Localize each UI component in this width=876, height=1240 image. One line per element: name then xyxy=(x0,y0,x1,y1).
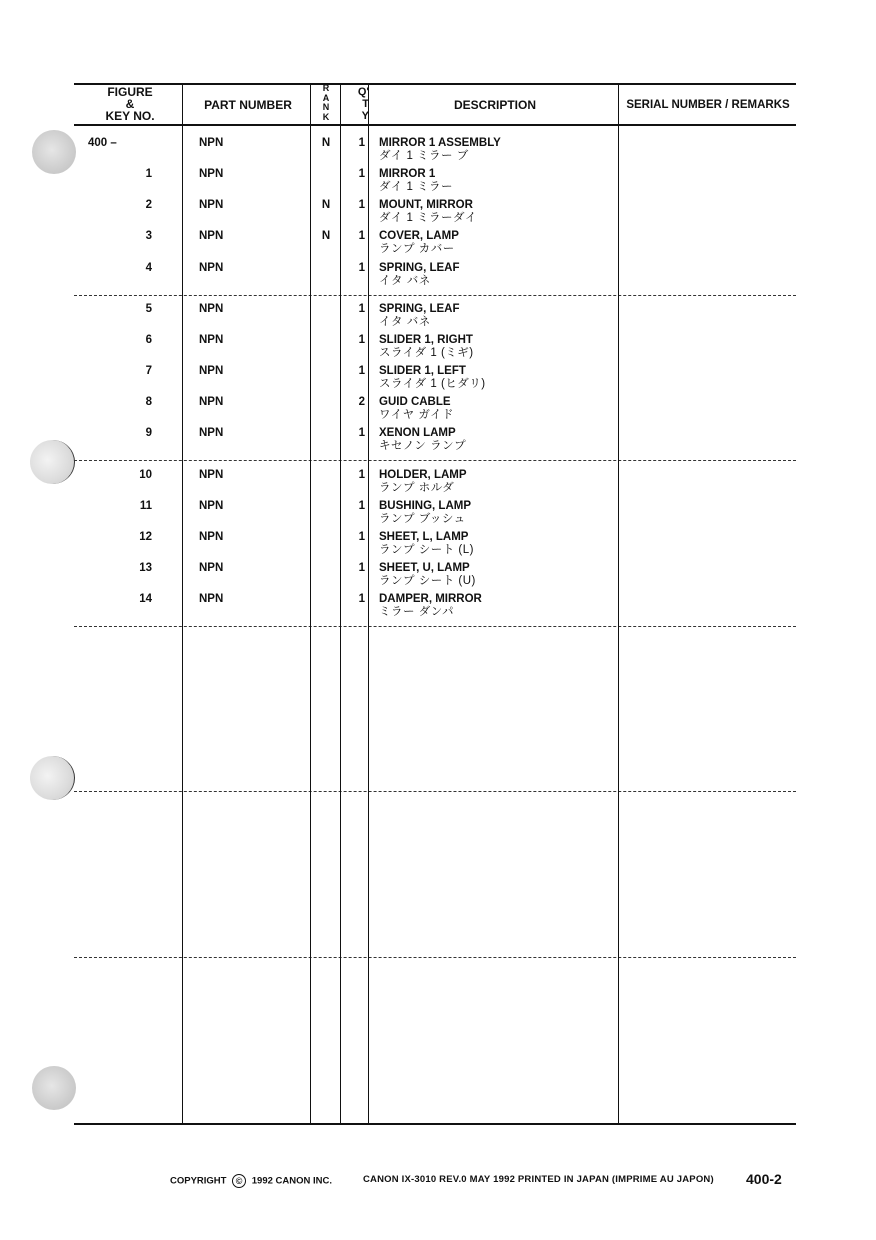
description-jp: スライダ 1 (ヒダリ) xyxy=(379,378,486,390)
description-jp: ランプ カバー xyxy=(379,243,455,255)
table-row xyxy=(0,427,876,455)
description-en: HOLDER, LAMP xyxy=(379,469,467,481)
key-number: 10 xyxy=(139,469,152,481)
punch-hole-3 xyxy=(30,756,75,800)
qty-value: 1 xyxy=(358,199,365,211)
description-jp: イタ バネ xyxy=(379,316,431,328)
header-part-number: PART NUMBER xyxy=(204,98,292,112)
part-number: NPN xyxy=(199,500,224,512)
qty-value: 1 xyxy=(358,137,365,149)
description-en: SHEET, L, LAMP xyxy=(379,531,469,543)
qty-value: 1 xyxy=(358,500,365,512)
description-jp: イタ バネ xyxy=(379,275,431,287)
header-figure-line: KEY NO. xyxy=(105,109,155,123)
part-number: NPN xyxy=(199,262,224,274)
print-info: CANON IX-3010 REV.0 MAY 1992 PRINTED IN JAPAN (IMPRIME AU JAPON) xyxy=(363,1174,714,1185)
description-en: SPRING, LEAF xyxy=(379,262,460,274)
header-figure-key xyxy=(80,86,180,122)
description-en: XENON LAMP xyxy=(379,427,456,439)
qty-value: 1 xyxy=(358,230,365,242)
key-number: 14 xyxy=(139,593,152,605)
description-jp: ミラー ダンパ xyxy=(379,606,455,618)
key-number: 2 xyxy=(145,199,152,211)
key-number: 3 xyxy=(145,230,152,242)
header-qty-letter: T xyxy=(362,98,369,110)
part-number: NPN xyxy=(199,199,224,211)
punch-hole-4 xyxy=(32,1066,76,1110)
key-number: 400 – xyxy=(88,137,117,149)
qty-value: 1 xyxy=(358,262,365,274)
part-number: NPN xyxy=(199,334,224,346)
description xyxy=(379,500,615,526)
description-en: COVER, LAMP xyxy=(379,230,459,242)
key-number: 4 xyxy=(145,262,152,274)
key-number: 9 xyxy=(145,427,152,439)
table-row xyxy=(0,230,876,258)
description-jp: ダイ 1 ミラー ブ xyxy=(379,150,469,162)
table-row xyxy=(0,500,876,528)
qty-value: 1 xyxy=(358,469,365,481)
header-rank-letter: K xyxy=(322,111,330,122)
part-number: NPN xyxy=(199,365,224,377)
header-rank-letter: A xyxy=(322,92,330,103)
part-number: NPN xyxy=(199,469,224,481)
description xyxy=(379,303,615,329)
key-number: 7 xyxy=(145,365,152,377)
part-number: NPN xyxy=(199,593,224,605)
rank-value: N xyxy=(321,199,331,211)
table-row xyxy=(0,199,876,227)
part-number: NPN xyxy=(199,562,224,574)
table-row xyxy=(0,562,876,590)
description-en: SLIDER 1, RIGHT xyxy=(379,334,473,346)
key-number: 1 xyxy=(145,168,152,180)
table-row xyxy=(0,262,876,290)
copyright-notice xyxy=(170,1174,332,1188)
qty-value: 1 xyxy=(358,562,365,574)
rank-value: N xyxy=(321,137,331,149)
key-number: 13 xyxy=(139,562,152,574)
table-row xyxy=(0,396,876,424)
header-figure-line: FIGURE xyxy=(107,85,153,99)
rank-value: N xyxy=(321,230,331,242)
header-rank-letter: N xyxy=(322,102,330,112)
qty-value: 2 xyxy=(358,396,365,408)
description-jp: ダイ 1 ミラーダイ xyxy=(379,212,477,224)
key-number: 11 xyxy=(139,500,152,512)
part-number: NPN xyxy=(199,230,224,242)
part-number: NPN xyxy=(199,168,224,180)
description xyxy=(379,334,615,360)
description xyxy=(379,593,615,619)
qty-value: 1 xyxy=(358,365,365,377)
table-row xyxy=(0,303,876,331)
description-en: DAMPER, MIRROR xyxy=(379,593,482,605)
table-row xyxy=(0,168,876,196)
copyright-prefix: COPYRIGHT xyxy=(170,1175,227,1187)
header-rank-letter: R xyxy=(322,83,330,93)
table-row xyxy=(0,365,876,393)
part-number: NPN xyxy=(199,396,224,408)
description-jp: ランプ ブッシュ xyxy=(379,513,466,525)
description-en: SLIDER 1, LEFT xyxy=(379,365,466,377)
table-row xyxy=(0,137,876,165)
copyright-suffix: 1992 CANON INC. xyxy=(251,1175,333,1187)
description xyxy=(379,562,615,588)
description xyxy=(379,427,615,453)
description-jp: ダイ 1 ミラー xyxy=(379,181,454,193)
description xyxy=(379,365,615,391)
description-en: BUSHING, LAMP xyxy=(379,500,471,512)
description-jp: ランプ ホルダ xyxy=(379,482,455,494)
key-number: 8 xyxy=(145,396,152,408)
description xyxy=(379,262,615,288)
copyright-icon: © xyxy=(232,1174,246,1188)
part-number: NPN xyxy=(199,427,224,439)
description-en: GUID CABLE xyxy=(379,396,451,408)
qty-value: 1 xyxy=(358,531,365,543)
description-en: MIRROR 1 xyxy=(379,168,436,180)
header-qty-letter: Y xyxy=(361,110,369,122)
page-number: 400-2 xyxy=(746,1171,782,1187)
part-number: NPN xyxy=(199,303,224,315)
qty-value: 1 xyxy=(358,334,365,346)
description xyxy=(379,168,615,194)
description-jp: キセノン ランプ xyxy=(379,440,467,452)
qty-value: 1 xyxy=(358,593,365,605)
key-number: 5 xyxy=(145,303,152,315)
description-en: SPRING, LEAF xyxy=(379,303,460,315)
description xyxy=(379,531,615,557)
table-row xyxy=(0,469,876,497)
description xyxy=(379,199,615,225)
description-en: MIRROR 1 ASSEMBLY xyxy=(379,137,501,149)
table-row xyxy=(0,531,876,559)
qty-value: 1 xyxy=(358,168,365,180)
description xyxy=(379,137,615,163)
header-remarks: SERIAL NUMBER / REMARKS xyxy=(626,99,790,111)
description-en: SHEET, U, LAMP xyxy=(379,562,470,574)
qty-value: 1 xyxy=(358,427,365,439)
description-en: MOUNT, MIRROR xyxy=(379,199,473,211)
header-qty xyxy=(341,86,369,122)
description xyxy=(379,469,615,495)
description-jp: ランプ シート (L) xyxy=(379,544,474,556)
table-row xyxy=(0,593,876,621)
part-number: NPN xyxy=(199,137,224,149)
header-qty-letter: Q' xyxy=(357,86,369,98)
description-jp: ランプ シート (U) xyxy=(379,575,476,587)
description-jp: ワイヤ ガイド xyxy=(379,409,455,421)
part-number: NPN xyxy=(199,531,224,543)
header-description: DESCRIPTION xyxy=(453,98,536,112)
description-jp: スライダ 1 (ミギ) xyxy=(379,347,474,359)
description xyxy=(379,396,615,422)
description xyxy=(379,230,615,256)
key-number: 6 xyxy=(145,334,152,346)
table-row xyxy=(0,334,876,362)
header-figure-line: & xyxy=(125,97,135,111)
key-number: 12 xyxy=(139,531,152,543)
header-rank xyxy=(312,84,340,122)
qty-value: 1 xyxy=(358,303,365,315)
